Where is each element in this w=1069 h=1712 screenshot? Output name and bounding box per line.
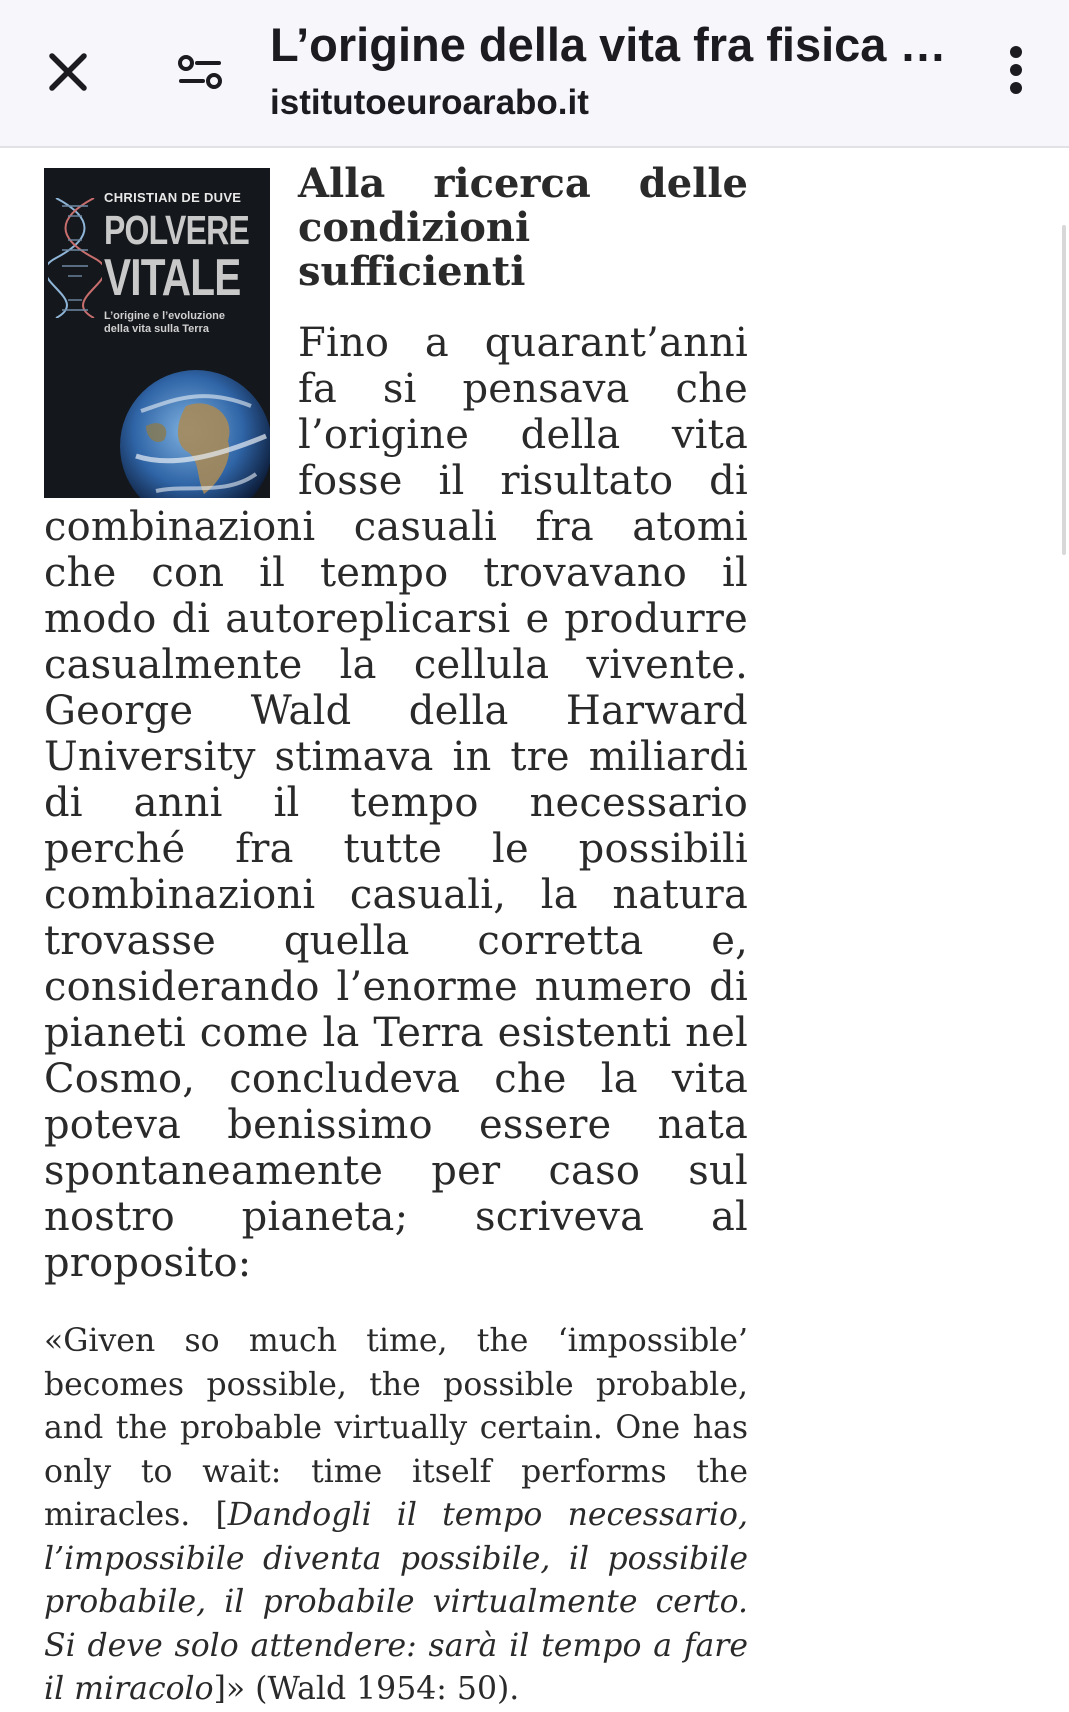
quote-citation: ]» (Wald 1954: 50). [213, 1671, 520, 1707]
close-button[interactable] [40, 44, 96, 100]
page-title: L’origine della vita fra fisica … [270, 18, 947, 71]
close-icon [46, 50, 90, 94]
scrollbar[interactable] [1062, 225, 1066, 555]
quote-english: «Given so much time, the ‘impossible’ becomes possible, the possible probable, and the probable virtually certain. One has only to wait: time itself performs the miracles. [ [44, 1323, 748, 1533]
book-subtitle-line-2: della vita sulla Terra [104, 323, 209, 335]
page-settings-icon [177, 52, 223, 92]
article-content [44, 162, 748, 1712]
page-settings-button[interactable] [172, 44, 228, 100]
article-heading: Alla ricerca delle condizioni sufficienti [298, 160, 748, 295]
article-paragraph: Fino a quarant’anni fa si pensava che l’origine della vita fosse il risultato di combinazioni casuali fra atomi che con il tempo trovavano il modo di autoreplicarsi e produrre casualmente la cellula vivente. George Wald della Harward University stimava in tre miliardi di anni il tempo necessario perché fra tutte le possibili combinazioni casuali, la natura trovasse quella corretta e, considerando l’enorme numero di pianeti come la Terra esistenti nel Cosmo, concludeva che la vita poteva benissimo essere nata spontaneamente per caso sul nostro pianeta; scriveva al proposito: [44, 320, 748, 1286]
book-subtitle-line-1: L’origine e l’evoluzione [104, 310, 226, 322]
dna-helix-graphic [48, 198, 102, 318]
wald-quote [44, 1320, 748, 1712]
more-options-button[interactable] [996, 38, 1036, 102]
more-vert-icon [1008, 44, 1024, 96]
page-title-block[interactable] [270, 14, 970, 128]
book-cover-image [44, 168, 270, 498]
book-title-line-2: VITALE [104, 249, 241, 307]
earth-globe-graphic [116, 366, 270, 498]
book-title-line-1: POLVERE [104, 207, 249, 253]
book-subtitle [104, 310, 225, 336]
quote-italian-translation: Dandogli il tempo necessario, l’impossibile diventa possibile, il possibile probabile, il probabile virtualmente certo. Si deve solo attendere: sarà il tempo a fare il miracolo [44, 1497, 748, 1707]
page-url: istitutoeuroarabo.it [270, 83, 589, 122]
book-title [104, 207, 249, 307]
book-author: CHRISTIAN DE DUVE [104, 190, 242, 205]
reader-toolbar [0, 0, 1069, 148]
